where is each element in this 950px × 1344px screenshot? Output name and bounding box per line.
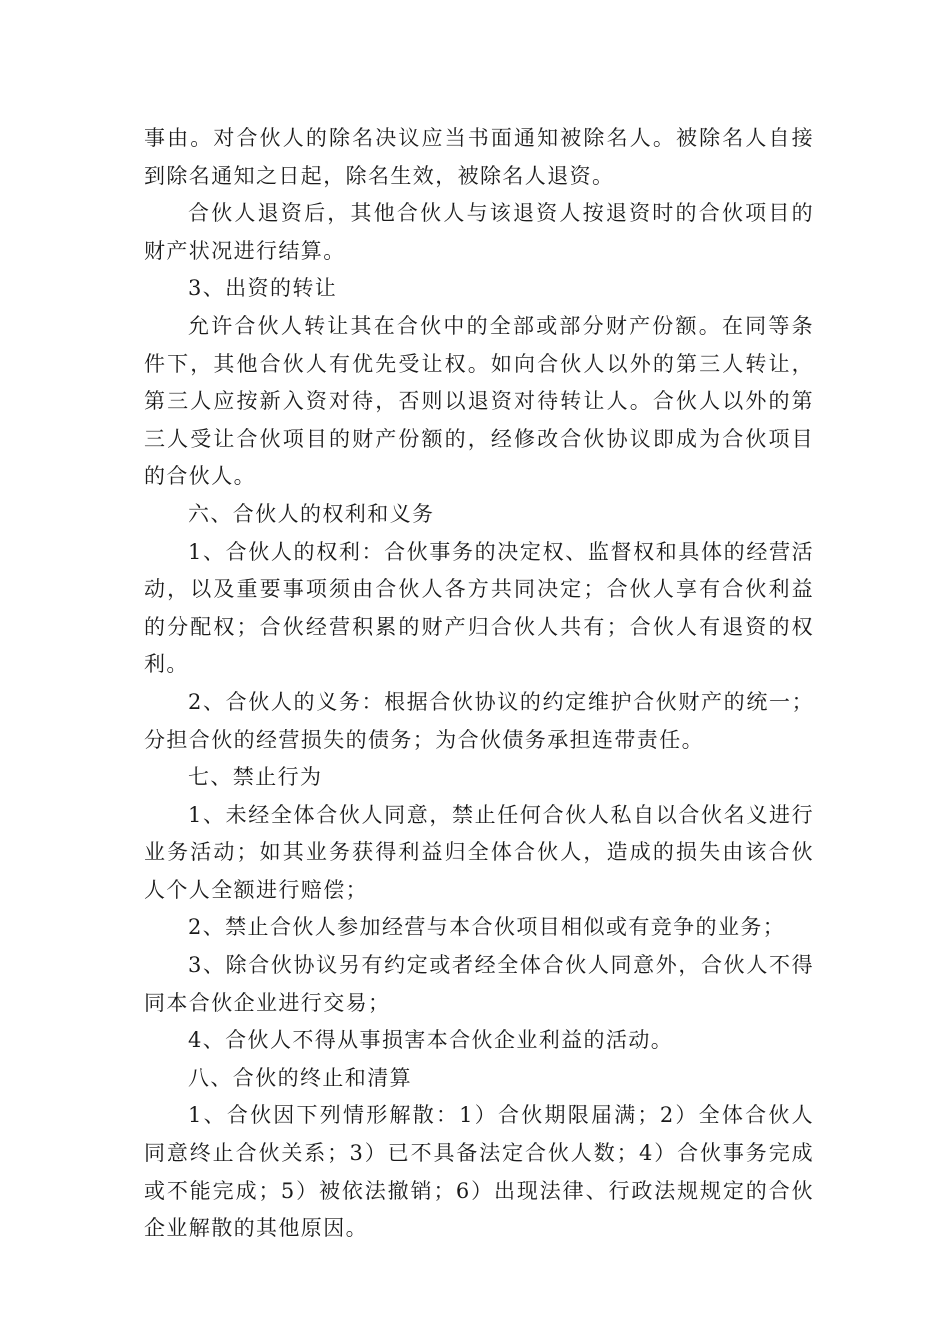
paragraph-prohibition-3: 3、除合伙协议另有约定或者经全体合伙人同意外，合伙人不得同本合伙企业进行交易； [144,953,814,1015]
paragraph-dismissal-cause: 事由。对合伙人的除名决议应当书面通知被除名人。被除名人自接到除名通知之日起，除名生效，被除名人退资。 [144,126,814,188]
section-heading-termination: 八、合伙的终止和清算 [188,1065,412,1090]
document-body [144,120,814,1248]
section-heading-prohibited-acts: 七、禁止行为 [188,765,323,790]
paragraph-prohibition-2: 2、禁止合伙人参加经营与本合伙项目相似或有竞争的业务； [188,915,786,940]
subheading-capital-transfer: 3、出资的转让 [188,276,338,301]
section-heading-rights-duties: 六、合伙人的权利和义务 [188,501,435,526]
paragraph-prohibition-1: 1、未经全体合伙人同意，禁止任何合伙人私自以合伙名义进行业务活动；如其业务获得利益归全体合伙人，造成的损失由该合伙人个人全额进行赔偿； [144,802,814,902]
paragraph-withdrawal-settlement: 合伙人退资后，其他合伙人与该退资人按退资时的合伙项目的财产状况进行结算。 [144,201,814,263]
paragraph-capital-transfer: 允许合伙人转让其在合伙中的全部或部分财产份额。在同等条件下，其他合伙人有优先受让权。如向合伙人以外的第三人转让，第三人应按新入资对待，否则以退资对待转让人。合伙人以外的第三人受让合伙项目的财产份额的，经修改合伙协议即成为合伙项目的合伙人。 [144,313,814,489]
paragraph-partner-duties: 2、合伙人的义务：根据合伙协议的约定维护合伙财产的统一；分担合伙的经营损失的债务；为合伙债务承担连带责任。 [144,689,814,752]
paragraph-prohibition-4: 4、合伙人不得从事损害本合伙企业利益的活动。 [188,1028,674,1053]
paragraph-partner-rights: 1、合伙人的权利：合伙事务的决定权、监督权和具体的经营活动，以及重要事项须由合伙人各方共同决定；合伙人享有合伙利益的分配权；合伙经营积累的财产归合伙人共有；合伙人有退资的权利。 [144,539,814,677]
paragraph-dissolution-causes: 1、合伙因下列情形解散：1）合伙期限届满；2）全体合伙人同意终止合伙关系；3）已不具备法定合伙人数；4）合伙事务完成或不能完成；5）被依法撤销；6）出现法律、行政法规规定的合伙企业解散的其他原因。 [144,1103,814,1241]
